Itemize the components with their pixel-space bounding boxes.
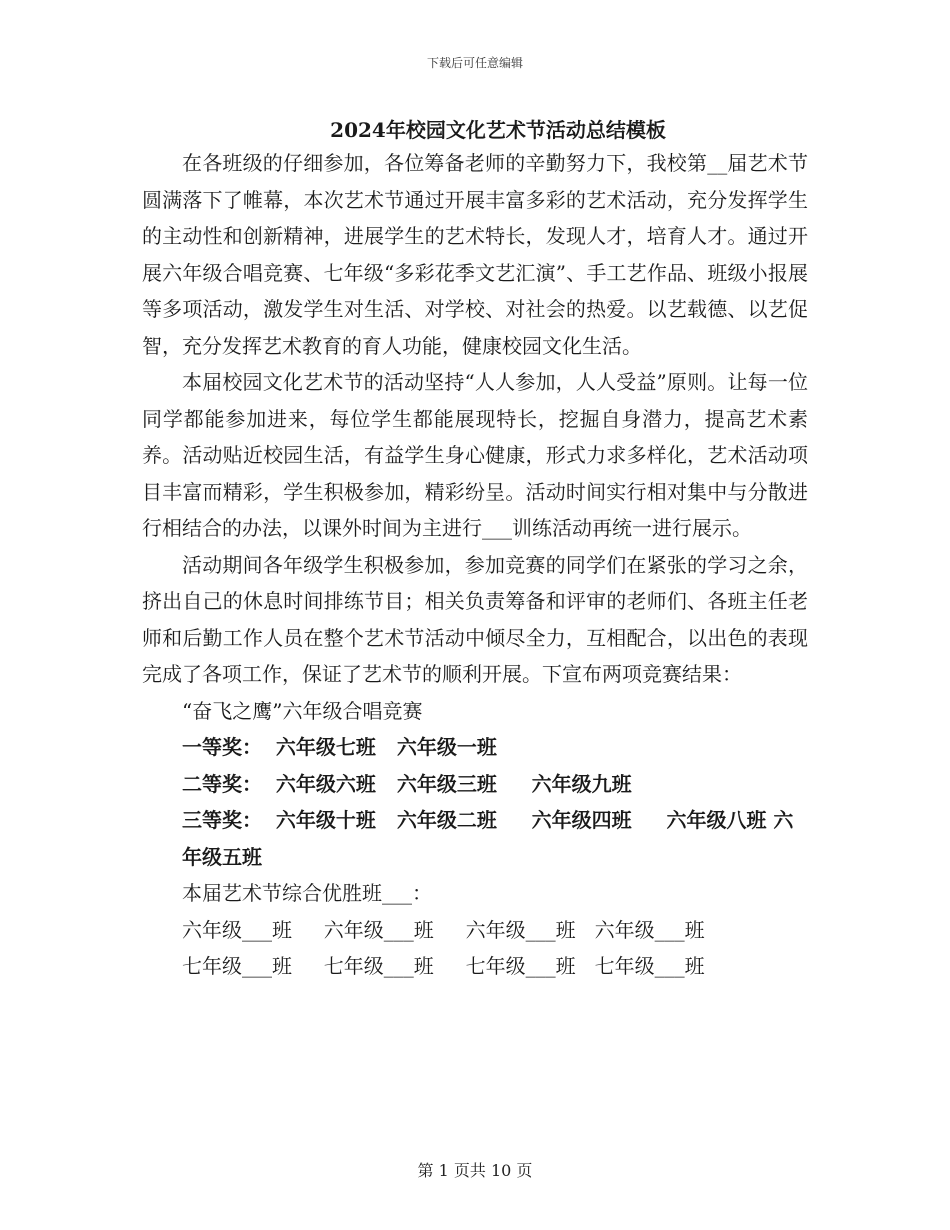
- overall-row-grade6: 六年级___班 六年级___班 六年级___班 六年级___班: [182, 917, 705, 942]
- overall-title: 本届艺术节综合优胜班___：: [182, 881, 432, 905]
- paragraph-participation: 活动期间各年级学生积极参加，参加竞赛的同学们在紧张的学习之余，挤出自己的休息时间排练节目；相关负责筹备和评审的老师们、各班主任老师和后勤工作人员在整个艺术节活动中倾尽全力，互相配合，以出色的表现完成了各项工作，保证了艺术节的顺利开展。下宣布两项竞赛结果：: [142, 552, 808, 686]
- paragraph-principle: 本届校园文化艺术节的活动坚持“人人参加，人人受益”原则。让每一位同学都能参加进来，每位学生都能展现特长，挖掘自身潜力，提高艺术素养。活动贴近校园生活，有益学生身心健康，形式力求多样化，艺术活动项目丰富而精彩，学生积极参加，精彩纷呈。活动时间实行相对集中与分散进行相结合的办法，以课外时间为主进行___训练活动再统一进行展示。: [142, 370, 808, 540]
- award-third: 三等奖： 六年级十班 六年级二班 六年级四班 六年级八班 六年级五班: [182, 808, 794, 869]
- award-second: 二等奖： 六年级六班 六年级三班 六年级九班: [182, 771, 632, 796]
- award-first: 一等奖： 六年级七班 六年级一班: [182, 735, 497, 759]
- paragraph-intro: 在各班级的仔细参加，各位筹备老师的辛勤努力下，我校第__届艺术节圆满落下了帷幕，本次艺术节通过开展丰富多彩的艺术活动，充分发挥学生的主动性和创新精神，进展学生的艺术特长，发现人才，培育人才。通过开展六年级合唱竞赛、七年级“多彩花季文艺汇演”、手工艺作品、班级小报展等多项活动，激发学生对生活、对学校、对社会的热爱。以艺载德、以艺促智，充分发挥艺术教育的育人功能，健康校园文化生活。: [142, 151, 808, 358]
- document-body: [142, 145, 808, 985]
- document-title: 2024年校园文化艺术节活动总结模板: [330, 118, 666, 142]
- overall-row-grade7: 七年级___班 七年级___班 七年级___班 七年级___班: [182, 954, 705, 978]
- page-footer: 第 1 页共 10 页: [417, 1161, 533, 1180]
- header-note: 下载后可任意编辑: [426, 56, 523, 70]
- contest-title: “奋飞之鹰”六年级合唱竞赛: [182, 698, 423, 723]
